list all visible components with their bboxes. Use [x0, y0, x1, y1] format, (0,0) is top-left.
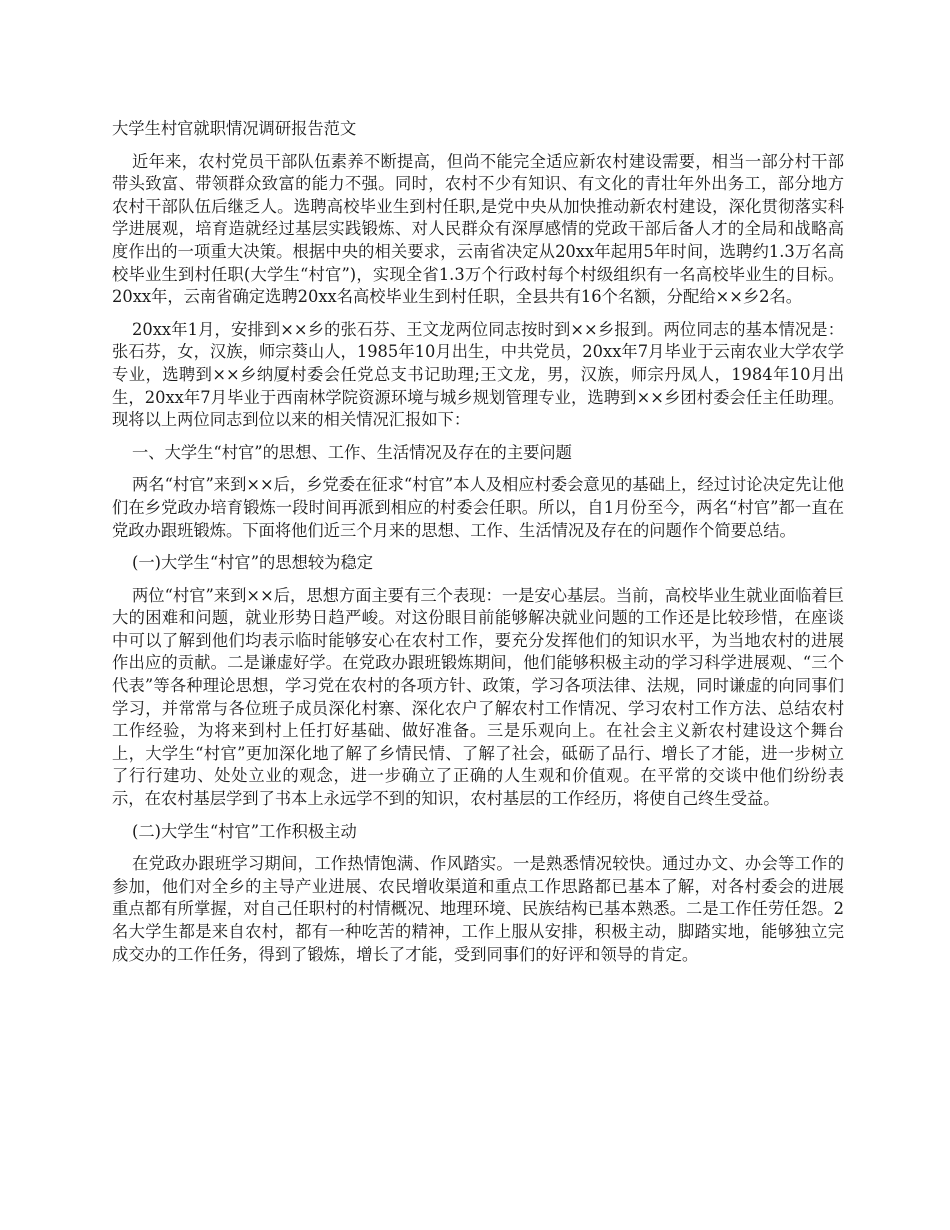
document-page [112, 118, 844, 976]
paragraph-training: 两名“村官”来到××后，乡党委在征求“村官”本人及相应村委会意见的基础上，经过讨论决定先让他们在乡党政办培育锻炼一段时间再派到相应的村委会任职。所以，自1月份至今，两名“村官”都一直在党政办跟班锻炼。下面将他们近三个月来的思想、工作、生活情况及存在的问题作个简要总结。 [112, 475, 844, 540]
paragraph-thinking: 两位“村官”来到××后，思想方面主要有三个表现：一是安心基层。当前，高校毕业生就业面临着巨大的困难和问题，就业形势日趋严峻。对这份眼目前能够解决就业问题的工作还是比较珍惜，在座谈中可以了解到他们均表示临时能够安心在农村工作，要充分发挥他们的知识水平，为当地农村的进展作出应的贡献。二是谦虚好学。在党政办跟班锻炼期间，他们能够积极主动的学习科学进展观、“三个代表”等各种理论思想，学习党在农村的各项方针、政策，学习各项法律、法规，同时谦虚的向同事们学习，并常常与各位班子成员深化村寨、深化农户了解农村工作情况、学习农村工作方法、总结农村工作经验，为将来到村上任打好基础、做好准备。三是乐观向上。在社会主义新农村建设这个舞台上，大学生“村官”更加深化地了解了乡情民情、了解了社会，砥砺了品行、增长了才能，进一步树立了行行建功、处处立业的观念，进一步确立了正确的人生观和价值观。在平常的交谈中他们纷纷表示，在农村基层学到了书本上永远学不到的知识，农村基层的工作经历，将使自己终生受益。 [112, 585, 844, 809]
subsection-heading-1: (一)大学生“村官”的思想较为稳定 [132, 553, 374, 573]
paragraph-intro: 近年来，农村党员干部队伍素养不断提高，但尚不能完全适应新农村建设需要，相当一部分村干部带头致富、带领群众致富的能力不强。同时，农村不少有知识、有文化的青壮年外出务工，部分地方农村干部队伍后继乏人。选聘高校毕业生到村任职,是党中央从加快推动新农村建设，深化贯彻落实科学进展观，培育造就经过基层实践锻炼、对人民群众有深厚感情的党政干部后备人才的全局和战略高度作出的一项重大决策。根据中央的相关要求，云南省决定从20xx年起用5年时间，选聘约1.3万名高校毕业生到村任职(大学生“村官”)，实现全省1.3万个行政村每个村级组织有一名高校毕业生的目标。20xx年，云南省确定选聘20xx名高校毕业生到村任职，全县共有16个名额，分配给××乡2名。 [112, 151, 844, 307]
subsection-heading-2: (二)大学生“村官”工作积极主动 [132, 821, 357, 841]
section-heading-1: 一、大学生“村官”的思想、工作、生活情况及存在的主要问题 [132, 442, 572, 462]
paragraph-work: 在党政办跟班学习期间，工作热情饱满、作风踏实。一是熟悉情况较快。通过办文、办会等工作的参加，他们对全乡的主导产业进展、农民增收渠道和重点工作思路都已基本了解，对各村委会的进展重点都有所掌握，对自己任职村的村情概况、地理环境、民族结构已基本熟悉。二是工作任劳任怨。2名大学生都是来自农村，都有一种吃苦的精神，工作上服从安排，积极主动，脚踏实地，能够独立完成交办的工作任务，得到了锻炼，增长了才能，受到同事们的好评和领导的肯定。 [112, 854, 844, 964]
document-title: 大学生村官就职情况调研报告范文 [112, 119, 357, 138]
paragraph-arrival: 20xx年1月，安排到××乡的张石芬、王文龙两位同志按时到××乡报到。两位同志的基本情况是：张石芬，女，汉族，师宗葵山人，1985年10月出生，中共党员，20xx年7月毕业于云南农业大学农学专业，选聘到××乡纳厦村委会任党总支书记助理;王文龙，男，汉族，师宗丹凤人，1984年10月出生，20xx年7月毕业于西南林学院资源环境与城乡规划管理专业，选聘到××乡团村委会任主任助理。现将以上两位同志到位以来的相关情况汇报如下： [112, 319, 844, 430]
